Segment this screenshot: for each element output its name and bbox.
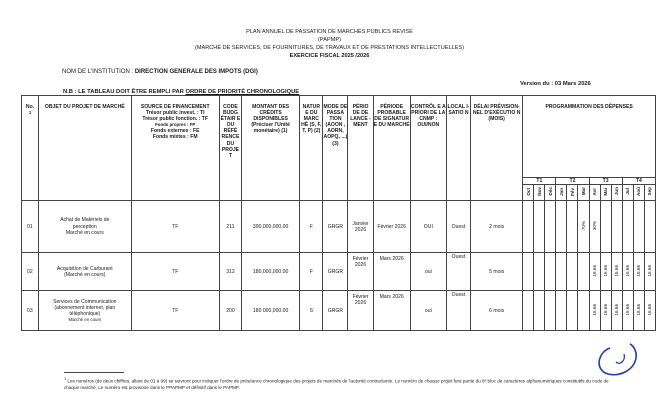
institution-name: DIRECTION GENERALE DES IMPOTS (DGI): [134, 69, 258, 75]
mois-mar: Mar: [578, 185, 589, 201]
row-controle: oui: [410, 253, 446, 291]
row-no: 03: [22, 291, 39, 331]
col-delai: DÉLAI PRÉVISION- NEL D'EXÉCUTIO N (MOIS): [471, 96, 523, 201]
institution-label: NOM DE L'INSTITUTION :: [62, 69, 134, 75]
col-nature: NATUR E DU MARC HÉ (S, F, T, P) (2): [300, 96, 323, 201]
row-mois-cell: [556, 291, 567, 331]
row-mode: GRGR: [323, 253, 348, 291]
source-fe: Fonds externes : FE: [150, 127, 200, 134]
row-mois-val: 16.66: [600, 291, 611, 331]
mois-oct: Oct: [523, 185, 534, 201]
row-signature: Mars 2026: [373, 291, 410, 331]
col-code: CODE BUDG ÉTAIR E OU RÉFÉ RENCE DU PROJE T: [219, 96, 241, 201]
col-controle: CONTRÔL E A PRIORI DE LA CNMP : OUI/NON: [410, 96, 446, 201]
row-montant: 180 000,000.00: [242, 291, 300, 331]
row-mois-val: 16.66: [600, 253, 611, 291]
mois-sep: Sep: [644, 185, 655, 201]
version-date: Version du : 03 Mars 2026: [520, 81, 591, 87]
row-mois-cell: [545, 291, 556, 331]
nb-underlined: ORDRE DE PRIORITÉ CHRONOLOGIQUE: [185, 89, 300, 95]
fiscal-year: EXERCICE FISCAL 2025 /2026: [289, 53, 370, 59]
mois-nov: Nov: [534, 185, 545, 201]
row-mois-val: 16.66: [622, 291, 633, 331]
row-mois-mar: 70%: [578, 201, 589, 253]
trimestre-t1: T1: [523, 178, 556, 185]
row-mois-cell: [556, 253, 567, 291]
row-objet: Acquisition de Carburant (Marché en cours): [39, 253, 131, 291]
row-source: TF: [131, 291, 219, 331]
mois-jun: Jun: [611, 185, 622, 201]
source-ti: Trésor public invest. : TI: [145, 110, 205, 117]
mois-aou: Aoû: [633, 185, 644, 201]
row-mois-cell: [567, 253, 578, 291]
col-localisation: LOCAL I- SATIO N: [446, 96, 470, 201]
col-periode-signature: PÉRIODE PROBABLE DE SIGNATUR E DU MARCHÉ: [373, 96, 410, 201]
nb-prefix: N.B : LE TABLEAU DOIT ÊTRE REMPLI PAR: [63, 89, 186, 95]
row-mois-cell: [622, 201, 633, 253]
row-source: TF: [131, 201, 219, 253]
col-periode-lancement: PÉRIO DE DE LANCE -MENT: [348, 96, 373, 201]
row-signature: Mars 2026: [373, 253, 410, 291]
row-nature: S: [300, 291, 323, 331]
row-mois-val: 16.66: [644, 253, 655, 291]
table-row: [22, 201, 656, 253]
col-montant: MONTANT DES CRÉDITS DISPONIBLES (Préciser l'Unité monétaire) (1): [242, 96, 300, 201]
trimestre-t4: T4: [622, 178, 655, 185]
mois-jan: Jan: [556, 185, 567, 201]
row-montant: 180,000,000.00: [242, 253, 300, 291]
mois-jul: Jul: [622, 185, 633, 201]
doc-title-acronym: (PAPMP): [318, 37, 341, 43]
row-mois-cell: [556, 201, 567, 253]
row-mois-cell: [578, 291, 589, 331]
mois-mai: Mai: [600, 185, 611, 201]
row-localisation: Ouest: [446, 291, 470, 331]
row-mois-cell: [611, 201, 622, 253]
source-fm: Fonds mixtes : FM: [152, 133, 198, 140]
row-lancement: Février 2026: [348, 253, 373, 291]
row-mois-cell: [644, 201, 655, 253]
col-objet: OBJET DU PROJET DE MARCHÉ: [39, 96, 131, 201]
row-mois-val: 16.66: [633, 291, 644, 331]
trimestre-t2: T2: [556, 178, 589, 185]
row-no: 01: [22, 201, 39, 253]
row-delai: 2 mois: [471, 201, 523, 253]
institution-line: [62, 69, 258, 75]
doc-subtitle: (MARCHÉ DE SERVICES, DE FOURNITURES, DE TRAVAUX ET DE PRESTATIONS INTELLECTUELLES): [194, 45, 465, 51]
row-mois-cell: [534, 291, 545, 331]
row-mois-val: 16.66: [611, 253, 622, 291]
row-mois-avr: 30%: [589, 201, 600, 253]
source-fp: Fonds propres : FP: [155, 122, 196, 128]
footnote-rule: [64, 372, 124, 373]
row-localisation: Ouest: [446, 253, 470, 291]
col-source: [131, 96, 219, 201]
row-mois-cell: [523, 253, 534, 291]
row-code: 312: [219, 253, 241, 291]
row-mois-val: 16.66: [644, 291, 655, 331]
row-mois-cell: [523, 201, 534, 253]
row-mois-val: 16.66: [622, 253, 633, 291]
row-controle: OUI: [410, 201, 446, 253]
doc-title: PLAN ANNUEL DE PASSATION DE MARCHÉS PUBLICS REVISE: [246, 29, 413, 35]
source-title: SOURCE DE FINANCEMENT: [140, 104, 210, 110]
header-row: [22, 96, 656, 178]
mois-dec: Déc: [545, 185, 556, 201]
row-montant: 390,000,000.00: [242, 201, 300, 253]
row-objet: Achat de Matériels de perception Marché en cours: [39, 201, 131, 253]
source-tf: Trésor public fonction. : TF: [142, 116, 209, 123]
row-signature: Février 2026: [373, 201, 410, 253]
row-mois-cell: [534, 201, 545, 253]
row-code: 211: [219, 201, 241, 253]
row-nature: F: [300, 201, 323, 253]
row-mois-cell: [578, 253, 589, 291]
col-no: No. 1: [22, 96, 39, 201]
row-mois-val: 16.66: [589, 291, 600, 331]
row-code: 200: [219, 291, 241, 331]
row-controle: oui: [410, 291, 446, 331]
mois-fev: Fév: [567, 185, 578, 201]
table-row: [22, 253, 656, 291]
row-delai: 6 mois: [471, 291, 523, 331]
handwritten-signature-icon: [590, 340, 650, 380]
row-mode: GRGR: [323, 291, 348, 331]
row-nature: F: [300, 253, 323, 291]
row-no: 02: [22, 253, 39, 291]
row-mois-cell: [633, 201, 644, 253]
row-localisation: Ouest: [446, 201, 470, 253]
col-programmation: PROGRAMMATION DES DÉPENSES: [523, 96, 656, 178]
trimestre-t3: T3: [589, 178, 622, 185]
footnote: $^1$ Les numéros (de deux chiffres, allant de 01 à 99) se suivront pour indiquer l'ordre de préséance chronologique des projets de marchés de l'autorité contractante. Le numéro de chaque projet fera partie du 6ᵉ bloc de caractères alphanumériques constitutifs du code de chaque marché. Le numéro est provisoire dans le PPAPMP et définitif dans le PAPMP.: [64, 377, 609, 390]
row-mois-cell: [534, 253, 545, 291]
mois-avr: Avr: [589, 185, 600, 201]
row-mois-val: 16.66: [633, 253, 644, 291]
row-mois-val: 16.66: [611, 291, 622, 331]
col-mode: MODE DE PASSA TION (AOON , AORN, AOPQ, ...) (3): [323, 96, 348, 201]
row-mois-cell: [523, 291, 534, 331]
row-mois-cell: [567, 291, 578, 331]
row-mois-val: 16.66: [589, 253, 600, 291]
row-delai: 5 mois: [471, 253, 523, 291]
row-mois-cell: [600, 201, 611, 253]
row-objet: Services de Communication (abonnement internet, plan téléphonique) Marché en cours: [39, 291, 131, 331]
table-row: [22, 291, 656, 331]
row-mode: GRGR: [323, 201, 348, 253]
procurement-table: [21, 95, 656, 331]
row-source: TF: [131, 253, 219, 291]
row-mois-cell: [545, 253, 556, 291]
row-lancement: Février 2026: [348, 291, 373, 331]
row-mois-cell: [545, 201, 556, 253]
row-mois-cell: [567, 201, 578, 253]
row-lancement: Janvier 2026: [348, 201, 373, 253]
